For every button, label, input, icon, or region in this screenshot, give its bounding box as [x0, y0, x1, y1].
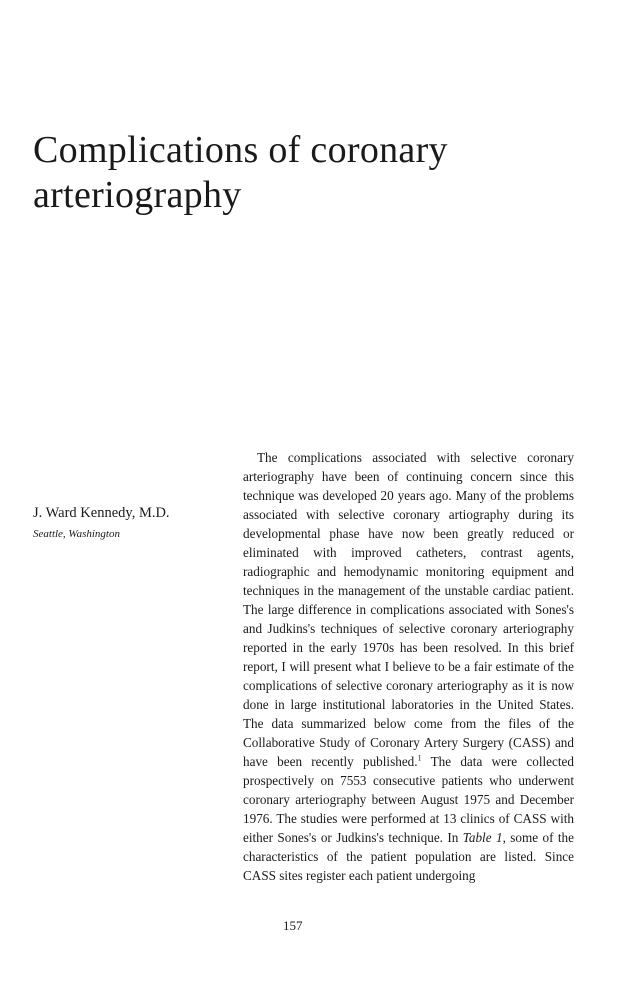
footnote-reference: 1	[417, 753, 422, 763]
author-name: J. Ward Kennedy, M.D.	[33, 505, 170, 521]
body-text-part-1: The complications associated with selective coronary arteriography have been of continuing concern since this technique was developed 20 years ago. Many of the problems associated with selective coronary artiography during its developmental phase have now been greatly reduced or eliminated with improved catheters, contrast agents, radiographic and hemodynamic monitoring equipment and techniques in the management of the unstable cardiac patient. The large difference in complications associated with Sones's and Judkins's techniques of selective coronary arteriography reported in the early 1970s has been resolved. In this brief report, I will present what I believe to be a fair estimate of the complications of selective coronary arteriography as it is now done in large institutional laboratories in the United States. The data summarized below come from the files of the Collaborative Study of Coronary Artery Surgery (CASS) and have been recently published.	[243, 450, 574, 769]
article-title	[33, 128, 593, 218]
author-affiliation: Seattle, Washington	[33, 528, 120, 540]
author-block	[33, 503, 233, 542]
body-paragraph	[243, 448, 574, 885]
body-text-part-3: , some of the characteristics of the patient population are listed. Since CASS sites register each patient undergoing	[243, 830, 574, 883]
body-text-part-2: The data were collected prospectively on 7553 consecutive patients who underwent coronary arteriography between August 1975 and December 1976. The studies were performed at 13 clinics of CASS with either Sones's or Judkins's technique. In	[243, 754, 574, 845]
table-reference: Table 1	[462, 830, 503, 845]
title-line-1: Complications of coronary	[33, 129, 448, 171]
page-number: 157	[283, 918, 303, 933]
title-line-2: arteriography	[33, 174, 242, 216]
